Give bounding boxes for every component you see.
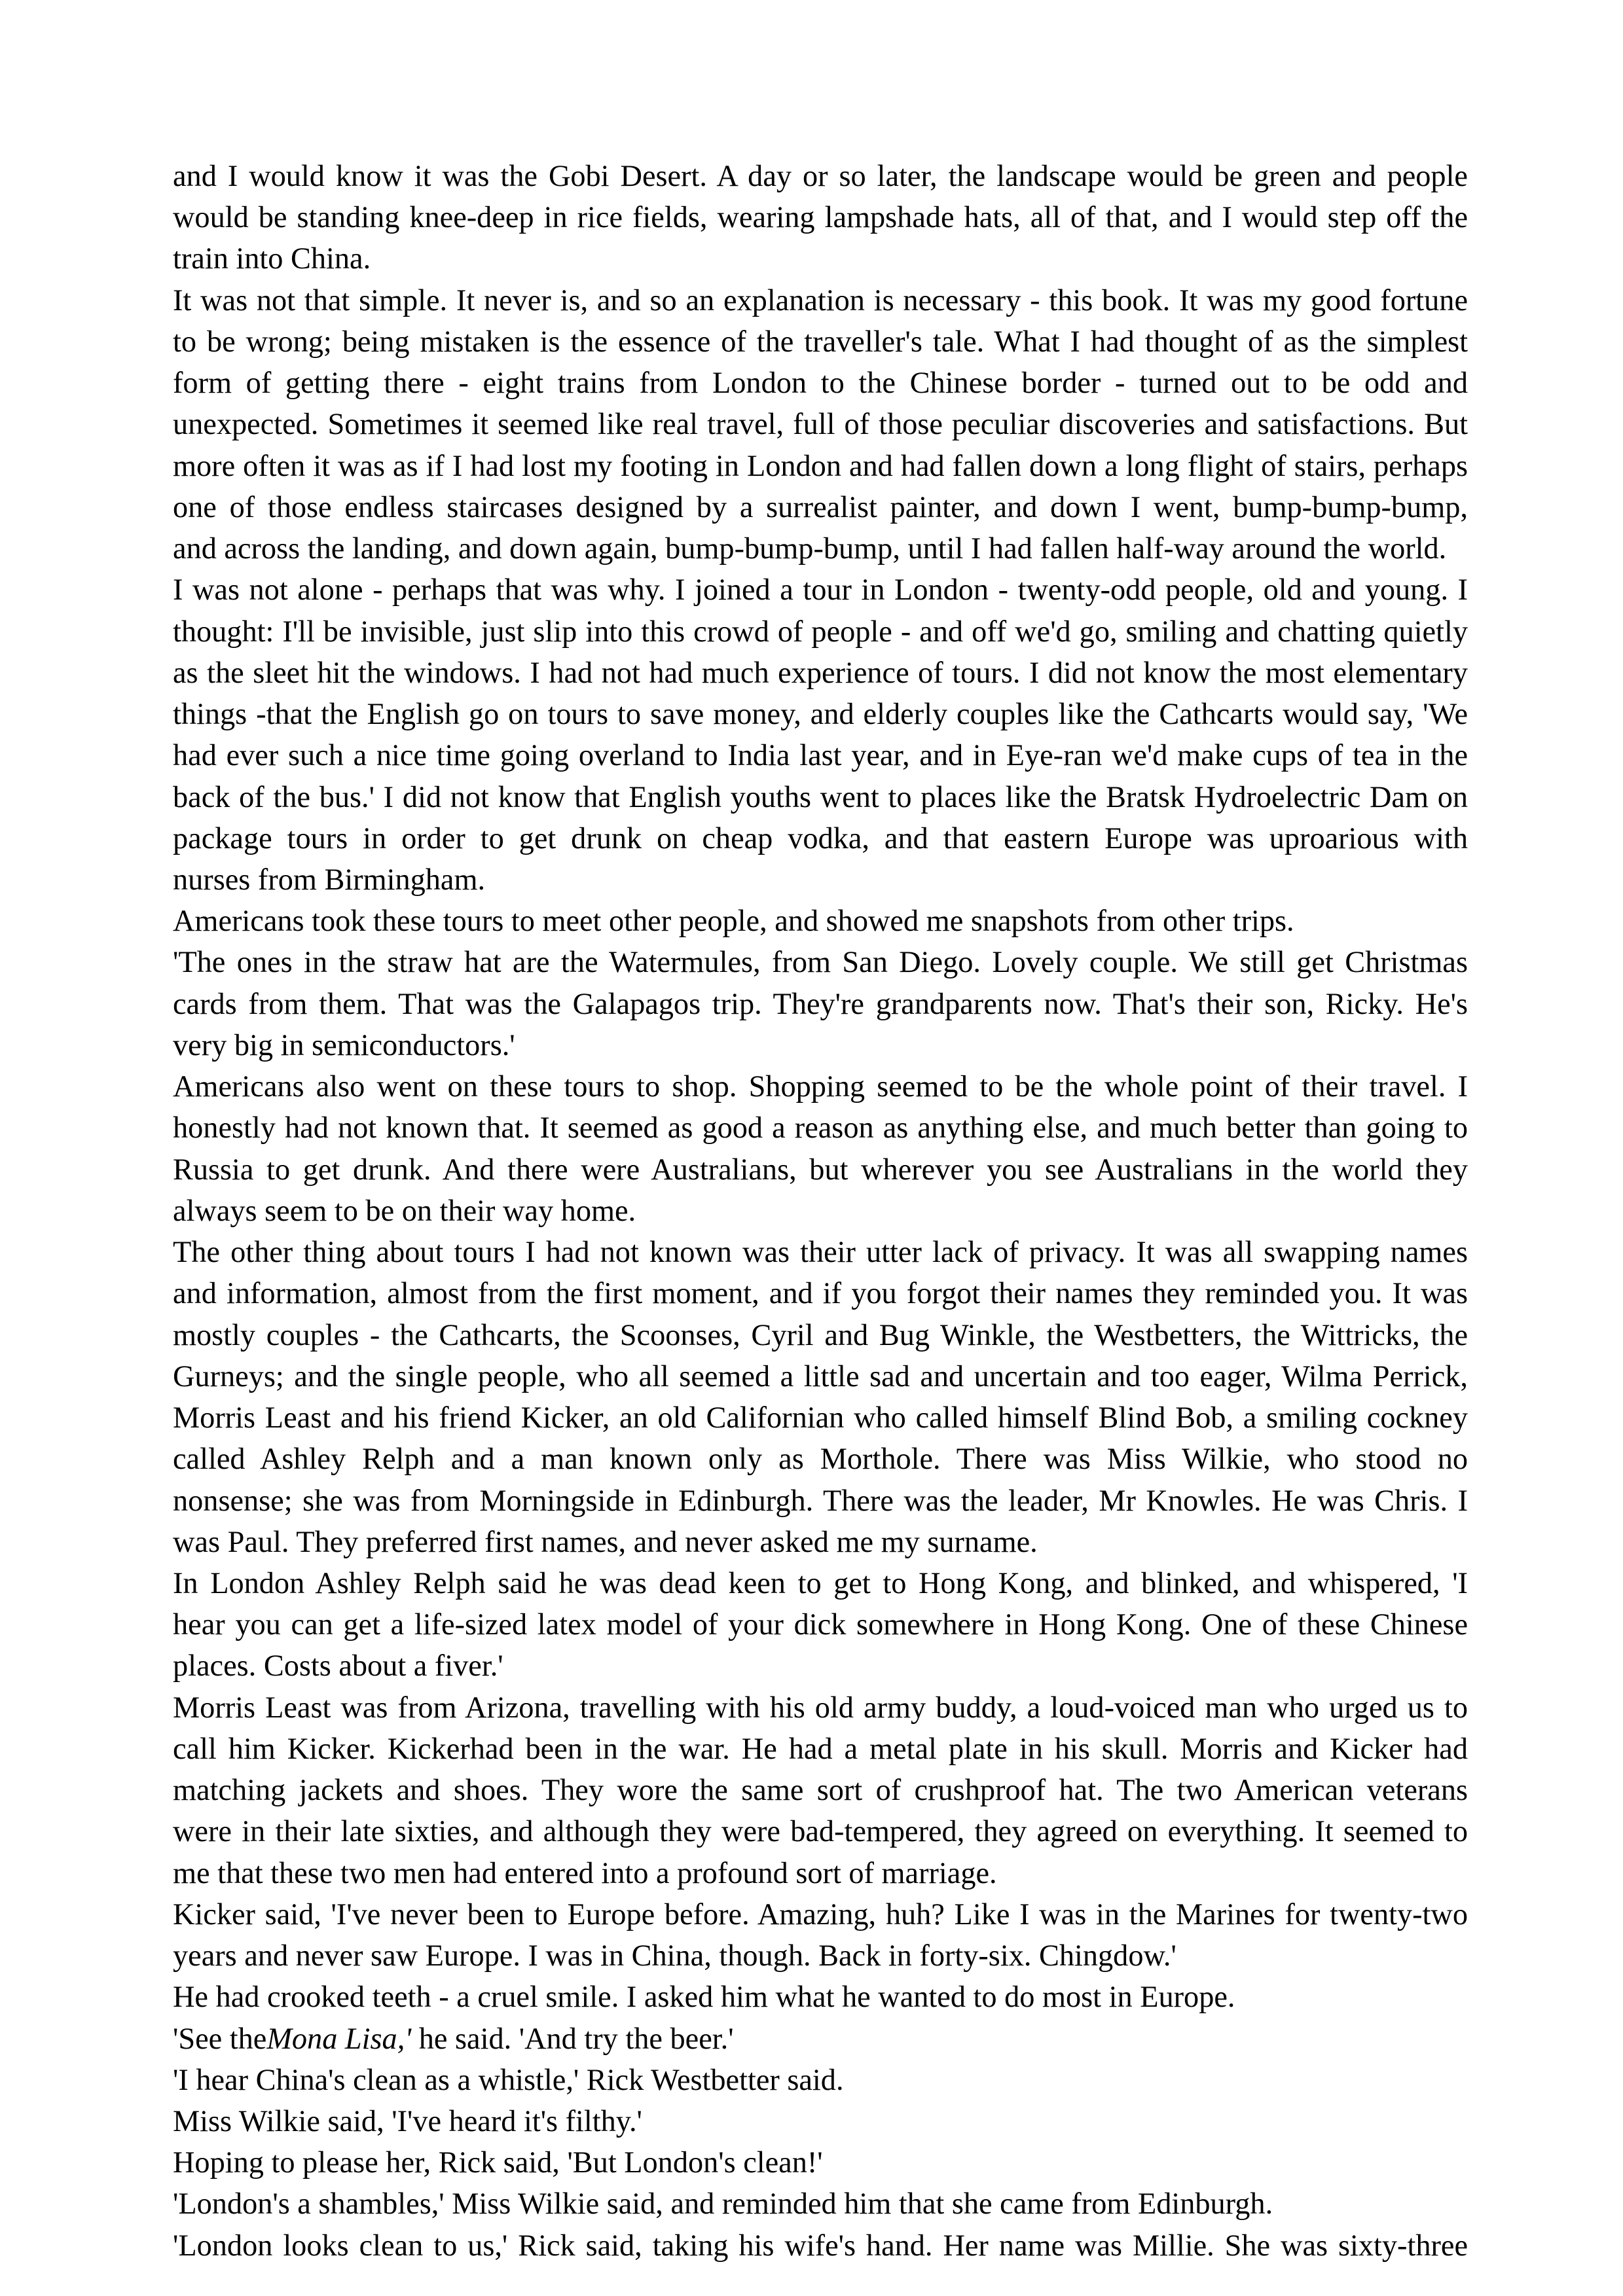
paragraph <box>173 2018 1468 2060</box>
text-line: 'London's a shambles,' Miss Wilkie said, and reminded him that she came from Edinburgh. <box>173 2187 1273 2221</box>
text-line: matching jackets and shoes. They wore the same sort of crushproof hat. The two American veterans <box>173 1774 1468 1808</box>
text-line: Miss Wilkie said, 'I've heard it's filthy.' <box>173 2105 642 2139</box>
text-line: cards from them. That was the Galapagos trip. They're grandparents now. That's their son, Ricky. He's <box>173 987 1468 1021</box>
paragraph <box>173 2060 1468 2101</box>
text-line: Americans took these tours to meet other people, and showed me snapshots from other trips. <box>173 905 1294 939</box>
text-line: places. Costs about a fiver.' <box>173 1649 503 1683</box>
paragraph <box>173 1066 1468 1232</box>
text-line: and information, almost from the first moment, and if you forgot their names they reminded you. It was <box>173 1277 1468 1311</box>
text-line: and I would know it was the Gobi Desert. A day or so later, the landscape would be green and people <box>173 160 1468 193</box>
paragraph <box>173 1563 1468 1687</box>
text-line: In London Ashley Relph said he was dead keen to get to Hong Kong, and blinked, and whispered, 'I <box>173 1566 1468 1600</box>
paragraph <box>173 1894 1468 1977</box>
text-line: Russia to get drunk. And there were Australians, but wherever you see Australians in the world they <box>173 1153 1468 1187</box>
text-line: were in their late sixties, and although they were bad-tempered, they agreed on everything. It seemed to <box>173 1815 1468 1849</box>
paragraph <box>173 156 1468 280</box>
text-line: package tours in order to get drunk on cheap vodka, and that eastern Europe was uproarious with <box>173 821 1468 855</box>
text-line: Morris Least was from Arizona, travelling with his old army buddy, a loud-voiced man who urged us to <box>173 1691 1468 1725</box>
paragraph <box>173 280 1468 570</box>
text-line: Gurneys; and the single people, who all seemed a little sad and uncertain and too eager, Wilma Perrick, <box>173 1359 1468 1393</box>
text-line: I was not alone - perhaps that was why. I joined a tour in London - twenty-odd people, old and young. I <box>173 573 1468 607</box>
paragraph <box>173 2101 1468 2142</box>
text-line: more often it was as if I had lost my footing in London and had fallen down a long flight of stairs, perhaps <box>173 449 1468 483</box>
text-segment: 'See the <box>173 2022 267 2056</box>
paragraph <box>173 2183 1468 2225</box>
text-line: The other thing about tours I had not known was their utter lack of privacy. It was all swapping names <box>173 1236 1468 1270</box>
text-line: things -that the English go on tours to save money, and elderly couples like the Cathcarts would say, 'We <box>173 698 1468 732</box>
text-line: and across the landing, and down again, bump-bump-bump, until I had fallen half-way around the world. <box>173 532 1447 566</box>
text-line: 'I hear China's clean as a whistle,' Rick Westbetter said. <box>173 2063 844 2097</box>
text-line: form of getting there - eight trains from London to the Chinese border - turned out to be odd and <box>173 367 1468 401</box>
text-line: nonsense; she was from Morningside in Edinburgh. There was the leader, Mr Knowles. He was Chris. I <box>173 1484 1468 1518</box>
text-line: me that these two men had entered into a profound sort of marriage. <box>173 1856 997 1890</box>
text-line: had ever such a nice time going overland to India last year, and in Eye-ran we'd make cups of tea in the <box>173 739 1468 773</box>
text-line: thought: I'll be invisible, just slip into this crowd of people - and off we'd go, smiling and chatting quietly <box>173 615 1468 649</box>
text-line: unexpected. Sometimes it seemed like real travel, full of those peculiar discoveries and satisfactions. But <box>173 408 1468 442</box>
paragraph <box>173 2142 1468 2183</box>
text-line: one of those endless staircases designed by a surrealist painter, and down I went, bump-bump-bump, <box>173 490 1468 524</box>
text-line: He had crooked teeth - a cruel smile. I asked him what he wanted to do most in Europe. <box>173 1981 1235 2015</box>
italic-title: Mona Lisa,' <box>266 2022 412 2056</box>
text-line: called Ashley Relph and a man known only as Morthole. There was Miss Wilkie, who stood no <box>173 1443 1468 1477</box>
text-line: Kicker said, 'I've never been to Europe before. Amazing, huh? Like I was in the Marines for twenty-two <box>173 1897 1468 1931</box>
text-line: would be standing knee-deep in rice fields, wearing lampshade hats, all of that, and I would step off the <box>173 201 1468 235</box>
text-line: hear you can get a life-sized latex model of your dick somewhere in Hong Kong. One of these Chinese <box>173 1608 1468 1642</box>
text-line: mostly couples - the Cathcarts, the Scoonses, Cyril and Bug Winkle, the Westbetters, the Wittricks, the <box>173 1318 1468 1352</box>
text-line: was Paul. They preferred first names, and never asked me my surname. <box>173 1525 1038 1559</box>
text-line: nurses from Birmingham. <box>173 863 486 897</box>
text-line: to be wrong; being mistaken is the essence of the traveller's tale. What I had thought of as the simplest <box>173 325 1468 359</box>
text-line: Morris Least and his friend Kicker, an old Californian who called himself Blind Bob, a smiling cockney <box>173 1401 1468 1435</box>
paragraph <box>173 942 1468 1066</box>
paragraph <box>173 1977 1468 2018</box>
text-line: call him Kicker. Kickerhad been in the war. He had a metal plate in his skull. Morris and Kicker had <box>173 1732 1468 1766</box>
text-line: 'The ones in the straw hat are the Watermules, from San Diego. Lovely couple. We still get Christmas <box>173 946 1468 980</box>
paragraph <box>173 569 1468 901</box>
text-line <box>173 2018 1468 2060</box>
text-line: very big in semiconductors.' <box>173 1028 515 1062</box>
text-line: always seem to be on their way home. <box>173 1194 636 1228</box>
text-line: 'London looks clean to us,' Rick said, taking his wife's hand. Her name was Millie. She was sixty-three <box>173 2229 1468 2263</box>
body-text <box>173 156 1468 2267</box>
text-line: train into China. <box>173 242 371 276</box>
paragraph <box>173 901 1468 942</box>
paragraph <box>173 2225 1468 2267</box>
text-line: Hoping to please her, Rick said, 'But London's clean!' <box>173 2146 823 2180</box>
text-line: It was not that simple. It never is, and so an explanation is necessary - this book. It was my good fortune <box>173 283 1468 317</box>
text-line: Americans also went on these tours to shop. Shopping seemed to be the whole point of their travel. I <box>173 1070 1468 1104</box>
text-line: honestly had not known that. It seemed as good a reason as anything else, and much better than going to <box>173 1111 1468 1145</box>
paragraph <box>173 1232 1468 1563</box>
text-line: as the sleet hit the windows. I had not had much experience of tours. I did not know the most elementary <box>173 656 1468 690</box>
text-segment: he said. 'And try the beer.' <box>411 2022 734 2056</box>
text-line: back of the bus.' I did not know that English youths went to places like the Bratsk Hydroelectric Dam on <box>173 780 1468 814</box>
paragraph <box>173 1687 1468 1894</box>
text-line: years and never saw Europe. I was in China, though. Back in forty-six. Chingdow.' <box>173 1939 1176 1973</box>
